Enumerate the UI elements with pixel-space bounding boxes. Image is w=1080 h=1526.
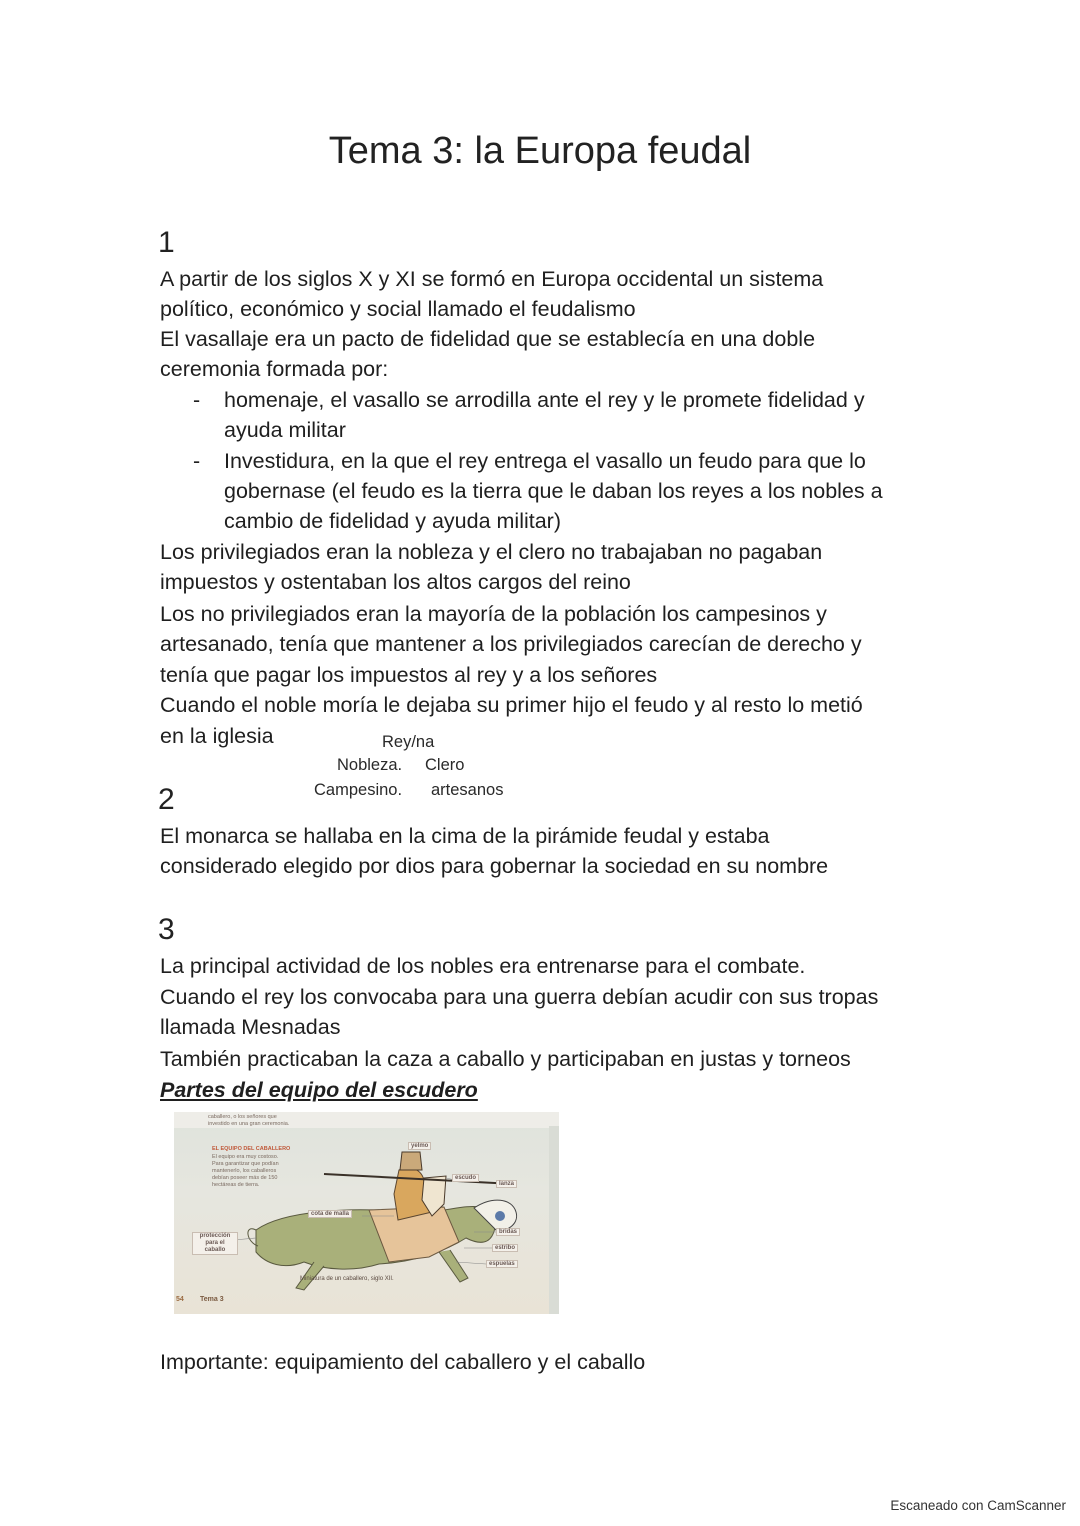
text-line: artesanado, tenía que mantener a los privilegiados carecían de derecho y [160, 632, 862, 656]
figure-box-line: hectáreas de tierra. [212, 1182, 260, 1188]
label-escudo: escudo [452, 1174, 479, 1182]
page-title: Tema 3: la Europa feudal [328, 130, 752, 172]
bullet-marker: - [193, 449, 201, 473]
text-line: Los privilegiados eran la nobleza y el clero no trabajaban no pagaban [160, 540, 823, 564]
figure-box-line: Para garantizar que podían [212, 1161, 279, 1167]
scanner-watermark: Escaneado con CamScanner [890, 1498, 1066, 1513]
text-line: Cuando el noble moría le dejaba su primer hijo el feudo y al resto lo metió [160, 693, 863, 717]
text-line: Los no privilegiados eran la mayoría de la población los campesinos y [160, 602, 827, 626]
label-cota-de-malla: cota de malla [308, 1210, 352, 1218]
text-line: llamada Mesnadas [160, 1015, 341, 1039]
pyramid-campesino: Campesino. [314, 781, 403, 799]
text-line: El monarca se hallaba en la cima de la pirámide feudal y estaba [160, 824, 770, 848]
section-number-1: 1 [158, 226, 175, 259]
text-line: tenía que pagar los impuestos al rey y a los señores [160, 663, 658, 687]
bullet-marker: - [193, 388, 201, 412]
section-number-2: 2 [158, 783, 175, 816]
label-estribo: estribo [492, 1244, 518, 1252]
bullet-line: ayuda militar [224, 418, 346, 442]
bullet-line: Investidura, en la que el rey entrega el vasallo un feudo para que lo [224, 449, 866, 473]
figure-box-title: EL EQUIPO DEL CABALLERO [212, 1146, 291, 1152]
figure-box-line: El equipo era muy costoso. [212, 1154, 279, 1160]
knight-equipment-figure [174, 1112, 559, 1314]
figure-page-label: Tema 3 [200, 1296, 224, 1303]
subheading: Partes del equipo del escudero [160, 1078, 478, 1102]
figure-page-number: 54 [176, 1296, 184, 1303]
text-line: También practicaban la caza a caballo y participaban en justas y torneos [160, 1047, 851, 1071]
label-yelmo: yelmo [408, 1142, 431, 1150]
closing-note: Importante: equipamiento del caballero y el caballo [160, 1350, 646, 1374]
pyramid-artesanos: artesanos [431, 781, 504, 799]
text-line: impuestos y ostentaban los altos cargos del reino [160, 570, 631, 594]
figure-top-text: investido en una gran ceremonia. [208, 1121, 290, 1127]
section-number-3: 3 [158, 913, 175, 946]
pyramid-nobleza: Nobleza. [337, 756, 403, 774]
figure-box-line: debían poseer más de 150 [212, 1175, 278, 1181]
text-line: político, económico y social llamado el feudalismo [160, 297, 636, 321]
text-line: El vasallaje era un pacto de fidelidad que se establecía en una doble [160, 327, 816, 351]
label-bridas: bridas [496, 1228, 520, 1236]
text-line: considerado elegido por dios para gobernar la sociedad en su nombre [160, 854, 829, 878]
figure-top-text: caballero, o los señores que [208, 1114, 277, 1120]
figure-box-line: mantenerlo, los caballeros [212, 1168, 277, 1174]
label-proteccion: protección para el caballo [192, 1232, 238, 1255]
bullet-line: homenaje, el vasallo se arrodilla ante el rey y le promete fidelidad y [224, 388, 865, 412]
label-lanza: lanza [496, 1180, 517, 1188]
text-line: La principal actividad de los nobles era entrenarse para el combate. [160, 954, 806, 978]
bullet-line: cambio de fidelidad y ayuda militar) [224, 509, 561, 533]
text-line: A partir de los siglos X y XI se formó en Europa occidental un sistema [160, 267, 824, 291]
knight-illustration [174, 1112, 559, 1314]
figure-caption: Miniatura de un caballero, siglo XII. [300, 1276, 394, 1282]
bullet-line: gobernase (el feudo es la tierra que le daban los reyes a los nobles a [224, 479, 883, 503]
pyramid-clero: Clero [425, 756, 465, 774]
text-line: en la iglesia [160, 724, 274, 748]
text-line: Cuando el rey los convocaba para una guerra debían acudir con sus tropas [160, 985, 879, 1009]
label-espuelas: espuelas [486, 1260, 518, 1268]
text-line: ceremonia formada por: [160, 357, 389, 381]
pyramid-top: Rey/na [382, 733, 435, 751]
